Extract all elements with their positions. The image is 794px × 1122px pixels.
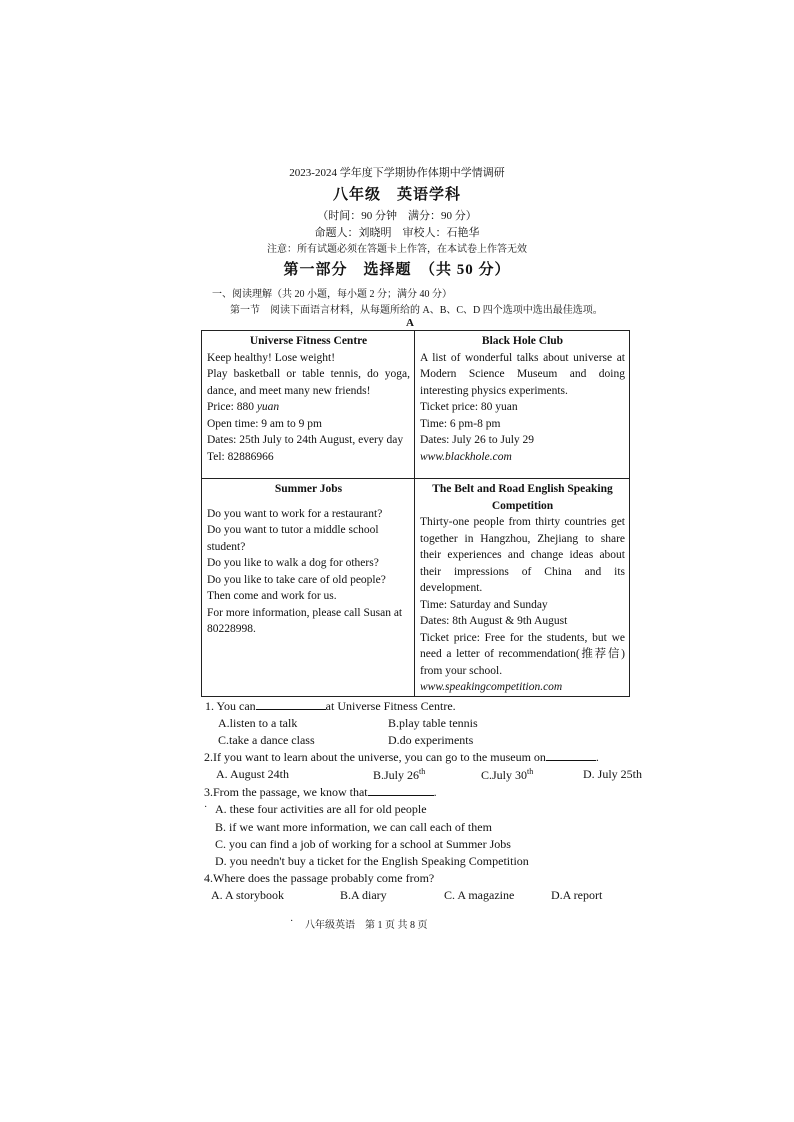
q4-option-b: B.A diary — [340, 888, 387, 902]
ad-blackhole-price: Ticket price: 80 yuan — [420, 401, 518, 413]
ad-competition-desc: Thirty-one people from thirty countries get together in Hangzhou, Zhejiang to share their experiences and change ideas about their impressions of China and its development. — [420, 516, 625, 594]
q1-option-b: B.play table tennis — [388, 716, 478, 730]
ad-jobs-line2: Do you want to tutor a middle school student? — [207, 524, 379, 553]
ad-fitness — [202, 331, 415, 479]
q4-option-d: D.A report — [551, 888, 603, 902]
ad-blackhole-time: Time: 6 pm-8 pm — [420, 417, 501, 430]
ad-competition — [415, 479, 630, 697]
part-title: 第一部分 选择题 （共 50 分） — [283, 262, 511, 278]
answer-blank — [256, 699, 326, 710]
q2-option-b: B.July 26th — [373, 767, 426, 782]
ad-blackhole-title: Black Hole Club — [481, 335, 564, 347]
ad-jobs-line5: Then come and work for us. — [207, 590, 337, 602]
ad-blackhole-desc: A list of wonderful talks about universe at Modern Science Museum and doing interesting physics experiments. — [420, 351, 625, 397]
ad-jobs-title: Summer Jobs — [274, 483, 343, 495]
section-instruction: 第一节 阅读下面语言材料，从每题所给的 A、B、C、D 四个选项中选出最佳选项。 — [230, 305, 603, 316]
question-3: 3.From the passage, we know that . — [204, 785, 437, 799]
answer-blank — [368, 785, 434, 796]
question-1: 1. You can at Universe Fitness Centre. — [205, 699, 456, 713]
ad-competition-url: www.speakingcompetition.com — [420, 681, 563, 693]
ad-jobs-line3: Do you like to walk a dog for others? — [207, 557, 379, 569]
q3-option-b: B. if we want more information, we can call each of them — [215, 820, 492, 834]
q1-option-c: C.take a dance class — [218, 733, 315, 747]
answer-blank — [546, 750, 596, 761]
ad-summer-jobs — [202, 479, 415, 697]
exam-title: 2023-2024 学年度下学期协作体期中学情调研 — [289, 167, 505, 179]
time-score: （时间：90 分钟 满分：90 分） — [317, 210, 477, 222]
q1-option-a: A.listen to a talk — [218, 716, 298, 730]
question-2: 2.If you want to learn about the universe, you can go to the museum on . — [204, 750, 599, 764]
q2-option-a: A. August 24th — [216, 767, 290, 781]
ad-blackhole-url: www.blackhole.com — [420, 450, 512, 463]
q1-option-d: D.do experiments — [388, 733, 474, 747]
ad-fitness-tel: Tel: 82886966 — [207, 450, 274, 463]
q3-option-a: A. these four activities are all for old people — [215, 802, 427, 816]
passage-label: A — [406, 317, 414, 329]
ad-competition-dates: Dates: 8th August & 9th August — [420, 615, 568, 627]
exam-note: 注意：所有试题必须在答题卡上作答，在本试卷上作答无效 — [267, 244, 527, 255]
ad-fitness-open-time: Open time: 9 am to 9 pm — [207, 417, 322, 430]
ad-fitness-line2: Play basketball or table tennis, do yoga, dance, and meet many new friends! — [207, 368, 410, 397]
ad-competition-time: Time: Saturday and Sunday — [420, 598, 548, 611]
ad-jobs-line4: Do you like to take care of old people? — [207, 573, 386, 586]
q4-option-a: A. A storybook — [211, 888, 285, 902]
q2-option-c: C.July 30th — [481, 767, 534, 782]
ads-table — [201, 330, 630, 697]
q3-option-c: C. you can find a job of working for a school at Summer Jobs — [215, 837, 511, 851]
question-4: 4.Where does the passage probably come from? — [204, 871, 435, 885]
ad-blackhole-dates: Dates: July 26 to July 29 — [420, 434, 535, 446]
grade-subject: 八年级 英语学科 — [332, 187, 461, 203]
author-reviewer: 命题人：刘晓明 审校人：石艳华 — [314, 227, 480, 239]
ad-competition-price: Ticket price: Free for the students, but we need a letter of recommendation(推荐信) from your school. — [420, 631, 625, 677]
ad-fitness-line1: Keep healthy! Lose weight! — [207, 351, 336, 364]
ad-jobs-line6: For more information, please call Susan at 80228998. — [207, 606, 403, 635]
ad-competition-title: The Belt and Road English Speaking Competition — [432, 483, 613, 512]
section-title: 一、阅读理解（共 20 小题，每小题 2 分；满分 40 分） — [212, 289, 452, 300]
q2-option-d: D. July 25th — [583, 767, 643, 781]
q4-option-c: C. A magazine — [444, 888, 515, 902]
ad-fitness-price: Price: 880 yuan — [207, 401, 280, 413]
scan-mark: · — [204, 802, 208, 813]
ad-fitness-title: Universe Fitness Centre — [249, 335, 368, 347]
scan-mark: · — [290, 916, 294, 927]
page-footer: 八年级英语 第 1 页 共 8 页 — [305, 920, 428, 931]
ad-jobs-line1: Do you want to work for a restaurant? — [207, 507, 383, 520]
q3-option-d: D. you needn't buy a ticket for the English Speaking Competition — [215, 854, 529, 868]
ad-blackhole — [415, 331, 630, 479]
ad-fitness-dates: Dates: 25th July to 24th August, every day — [207, 434, 404, 446]
